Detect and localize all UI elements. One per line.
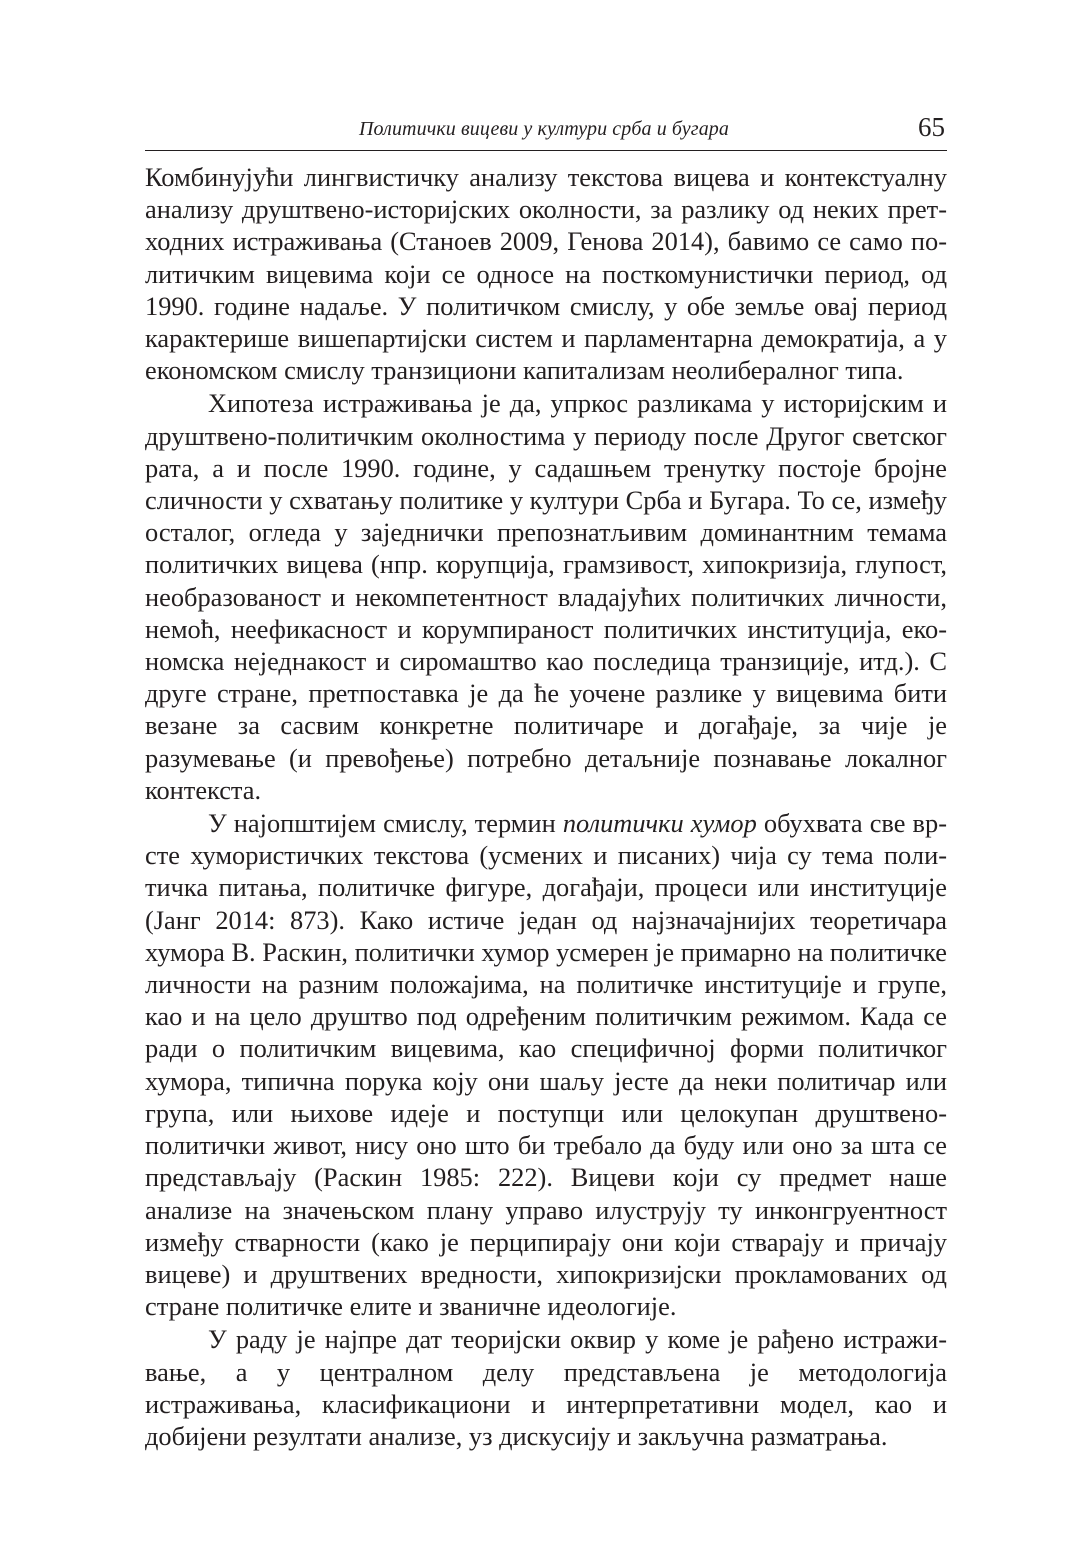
- paragraph-3: [145, 807, 947, 1322]
- book-page: [145, 110, 947, 1452]
- paragraph-2: Хипотеза истраживања је да, упркос разликама у историјским и друштвено-политичким околностима у периоду после Другог светског рата, а и после 1990. године, у садашњем тренутку постоје бројне сличности у схватању политике у култури Срба и Бугара. То се, између осталог, огледа у заједнички препознатљивим доминантним темама политичких вицева (нпр. корупција, грамзивост, хипокризија, глупост, необразованост и некомпетентност владајућих политичких личности, немоћ, неефикасност и корумпираност политичких институција, економска неједнакост и сиромаштво као последица транзиције, итд.). С друге стране, претпоставка је да ће уочене разлике у вицевима бити везане за сасвим конкретне политичаре и догађаје, за чије је разумевање (и превођење) потребно детаљније познавање локалног контекста.: [145, 388, 947, 805]
- paragraph-4: У раду је најпре дат теоријски оквир у коме је рађено истраживање, а у централном делу представљена је методологија истраживања, класификациони и интерпретативни модел, као и добијени резултати анализе, уз дискусију и закључна разматрања.: [145, 1324, 947, 1451]
- paragraph-3-start: У најопштијем смислу, термин: [208, 808, 563, 839]
- running-header: [145, 110, 947, 151]
- body-text: [145, 161, 947, 1452]
- paragraph-3-rest: обухвата све врсте хумористичких текстова (усмених и писаних) чија су тема политичка питања, политичке фигуре, догађаји, процеси или институције (Јанг 2014: 873). Како истиче један од најзначајнијих теоретичара хумора В. Раскин, политички хумор усмерен је примарно на политичке личности на разним положајима, на политичке институције и групе, као и на цело друштво под одређеним политичким режимом. Када се ради о политичким вицевима, као специфичној форми политичког хумора, типична порука коју они шаљу јесте да неки политичар или група, или њихове идеје и поступци или целокупан друштвено-политички живот, нису оно што би требало да буду или оно за шта се представљају (Раскин 1985: 222). Вицеви који су предмет наше анализе на значењском плану управо илуструју ту инконгруентност између стварности (како је перципирају они који стварају и причају вицеве) и друштвених вредности, хипокризијски прокламованих од стране политичке елите и званичне идеологије.: [145, 808, 947, 1322]
- italic-term: политички хумор: [562, 808, 757, 839]
- page-number: 65: [918, 112, 945, 142]
- running-title: Политички вицеви у култури срба и бугара: [358, 118, 729, 140]
- paragraph-1: Комбинујући лингвистичку анализу текстова вицева и контекстуалну анализу друштвено-историјских околности, за разлику од неких претходних истраживања (Станоев 2009, Генова 2014), бавимо се само политичким вицевима који се односе на посткомунистички период, од 1990. године надаље. У политичком смислу, у обе земље овај период карактерише вишепартијски систем и парламентарна демократија, а у економском смислу транзициони капитализам неолибералног типа.: [145, 162, 947, 386]
